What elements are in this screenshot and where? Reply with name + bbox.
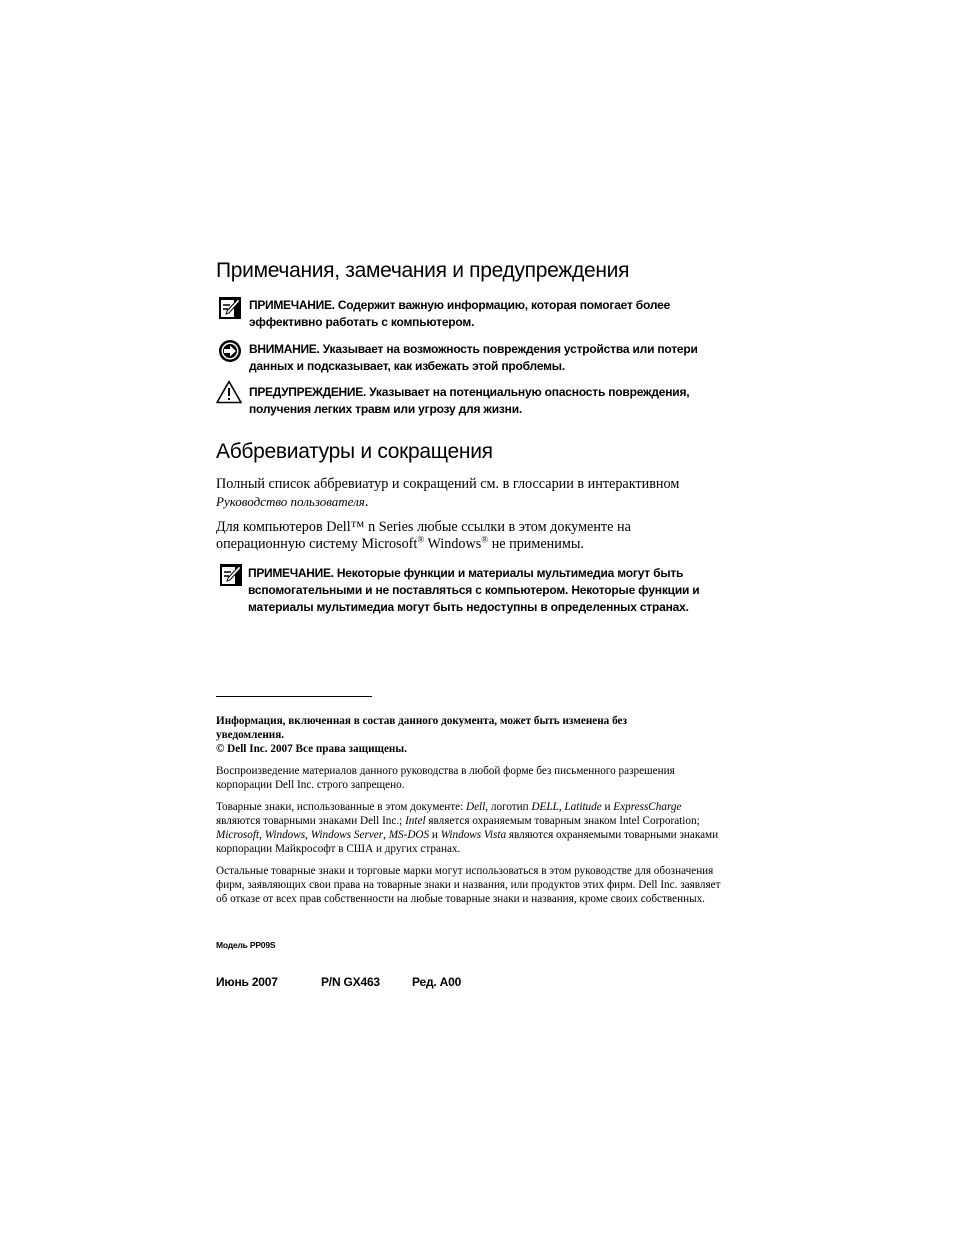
abbreviations-text: Полный список аббревиатур и сокращений см. в глоссарии в интерактивном: [216, 476, 680, 492]
n-series-line2c: не применимы.: [488, 536, 584, 552]
abbreviations-end: .: [364, 494, 369, 510]
tm-text: Товарные знаки, использованные в этом документе:: [216, 801, 466, 813]
tm-text: является охраняемым товарным знаком Intel Corporation;: [425, 815, 700, 827]
tm-dell: Dell: [466, 801, 486, 813]
tm-text: , логотип: [485, 801, 532, 813]
abbreviations-paragraph: [216, 476, 736, 511]
notice-caution-text: Указывает на возможность повреждения устройства или потери данных и подсказывает, как избежать этой проблемы.: [249, 342, 698, 373]
part-number: P/N GX463: [321, 975, 380, 989]
tm-text: и: [429, 829, 441, 841]
tm-dell-logo: DELL: [531, 801, 559, 813]
notice-multimedia-text: Некоторые функции и материалы мультимедиа могут быть вспомогательными и не поставляться с компьютером. Некоторые функции и материалы мультимедиа могут быть недоступны в определенных странах.: [248, 566, 700, 614]
tm-text: и: [601, 801, 614, 813]
warning-triangle-icon: [216, 380, 242, 404]
n-series-line1: Для компьютеров Dell™ n Series любые ссылки в этом документе на: [216, 519, 631, 535]
revision: Ред. A00: [412, 975, 462, 989]
section-title-notices: Примечания, замечания и предупреждения: [216, 259, 630, 282]
notice-note-text: Содержит важную информацию, которая помогает более эффективно работать с компьютером.: [249, 298, 671, 329]
n-series-paragraph: [216, 519, 736, 553]
tm-text: ,: [383, 829, 389, 841]
trademarks-paragraph: [216, 800, 721, 856]
tm-latitude: Latitude: [564, 801, 602, 813]
notice-caution-label: ВНИМАНИЕ.: [249, 342, 320, 356]
notice-multimedia: [248, 565, 718, 616]
tm-msdos: MS-DOS: [388, 829, 430, 841]
note-pencil-icon: [219, 563, 243, 587]
n-series-line2b: Windows: [424, 536, 482, 552]
n-series-line2a: операционную систему Microsoft: [216, 536, 418, 552]
registered-mark: ®: [481, 534, 489, 545]
tm-windows-server: Windows Server: [310, 829, 384, 841]
publish-date: Июнь 2007: [216, 975, 278, 989]
other-marks-paragraph: Остальные товарные знаки и торговые марки могут использоваться в этом руководстве для обозначения фирм, заявляющих свои права на товарные знаки и названия, или продуктов этих фирм. Dell Inc. заявляет об отказе от всех прав собственности на любые товарные знаки и названия, кроме своих собственных.: [216, 865, 721, 905]
section-title-abbreviations: Аббревиатуры и сокращения: [216, 440, 493, 463]
tm-windows: Windows: [264, 829, 306, 841]
notice-warning-label: ПРЕДУПРЕЖДЕНИЕ.: [249, 385, 366, 399]
note-pencil-icon: [218, 296, 242, 320]
tm-text: являются охраняемыми товарными знаками корпорации Майкрософт в США и других странах.: [216, 829, 719, 855]
registered-mark: ®: [417, 534, 425, 545]
notice-warning-text: Указывает на потенциальную опасность повреждения, получения легких травм или угрозу для жизни.: [249, 385, 690, 416]
copyright-line: © Dell Inc. 2007 Все права защищены.: [216, 743, 407, 755]
tm-intel: Intel: [405, 815, 426, 827]
notice-note: [249, 297, 719, 331]
tm-text: ,: [558, 801, 565, 813]
notice-multimedia-label: ПРИМЕЧАНИЕ.: [248, 566, 334, 580]
reproduction-notice: Воспроизведение материалов данного руководства в любой форме без письменного разрешения корпорации Dell Inc. строго запрещено.: [216, 765, 675, 791]
tm-windows-vista: Windows Vista: [440, 829, 507, 841]
change-notice: Информация, включенная в состав данного документа, может быть изменена без уведомления.: [216, 715, 627, 741]
notice-caution: [249, 341, 719, 375]
tm-expresscharge: ExpressCharge: [613, 801, 682, 813]
notice-warning: [249, 384, 719, 418]
tm-microsoft: Microsoft: [216, 829, 260, 841]
model-number: Модель PP09S: [216, 940, 276, 950]
tm-text: ,: [259, 829, 265, 841]
tm-text: ,: [305, 829, 311, 841]
footnote-divider: [216, 696, 372, 697]
user-guide-link-text: Руководство пользователя: [216, 494, 365, 509]
notice-note-label: ПРИМЕЧАНИЕ.: [249, 298, 335, 312]
caution-arrow-icon: [218, 339, 242, 363]
tm-text: являются товарными знаками Dell Inc.;: [216, 815, 406, 827]
